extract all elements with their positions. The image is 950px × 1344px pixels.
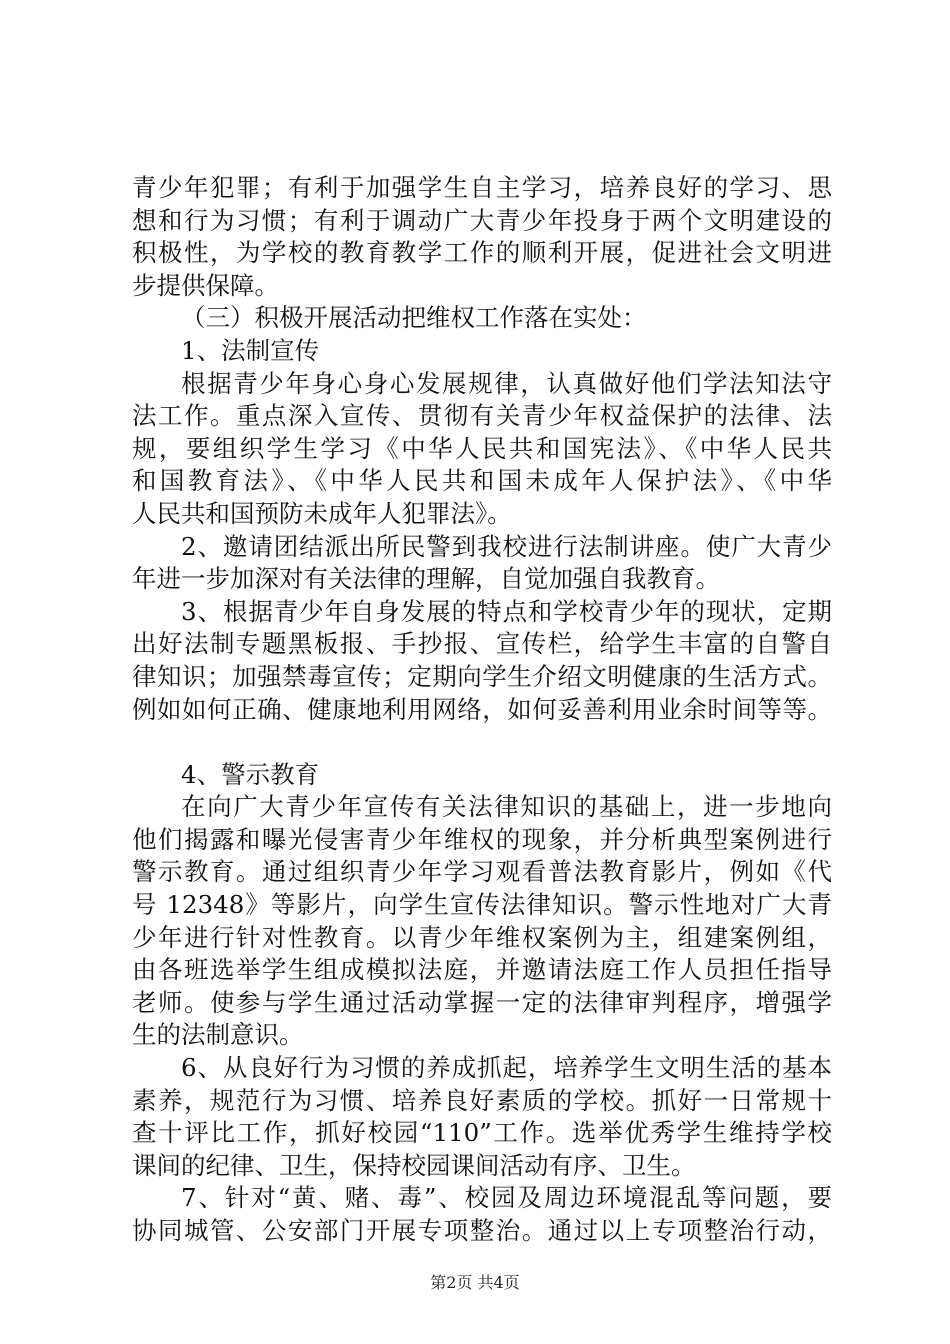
text-line: 他们揭露和曝光侵害青少年维权的现象，并分析典型案例进行 [132, 824, 832, 854]
text-line: 3、根据青少年自身发展的特点和学校青少年的现状，定期 [181, 596, 832, 626]
text-line: 规，要组织学生学习《中华人民共和国宪法》、《中华人民共 [132, 433, 832, 463]
text-line: 出好法制专题黑板报、手抄报、宣传栏，给学生丰富的自警自 [132, 629, 832, 659]
page-footer [0, 1270, 950, 1293]
text-line: 号 12348》等影片，向学生宣传法律知识。警示性地对广大青 [132, 890, 832, 920]
document-body [132, 172, 832, 1248]
text-line: 年进一步加深对有关法律的理解，自觉加强自我教育。 [132, 564, 720, 594]
subsection-heading: 1、法制宣传 [181, 335, 320, 365]
text-line: 素养，规范行为习惯、培养良好素质的学校。抓好一日常规十 [132, 1085, 832, 1115]
text-line: 在向广大青少年宣传有关法律知识的基础上，进一步地向 [181, 792, 832, 822]
text-line: 课间的纪律、卫生，保持校园课间活动有序、卫生。 [132, 1150, 696, 1180]
text-line: 2、邀请团结派出所民警到我校进行法制讲座。使广大青少 [181, 531, 832, 561]
page-number: 第2页 共4页 [430, 1273, 520, 1292]
text-line: 6、从良好行为习惯的养成抓起，培养学生文明生活的基本 [181, 1053, 832, 1083]
text-line: 积极性，为学校的教育教学工作的顺利开展，促进社会文明进 [132, 238, 832, 268]
paragraph-gap [132, 726, 832, 759]
section-heading: （三）积极开展活动把维权工作落在实处： [181, 303, 647, 333]
subsection-heading: 4、警示教育 [181, 759, 320, 789]
text-line: 7、针对“黄、赌、毒”、校园及周边环境混乱等问题，要 [181, 1183, 832, 1213]
text-line: 警示教育。通过组织青少年学习观看普法教育影片，例如《代 [132, 857, 832, 887]
text-line: 想和行为习惯；有利于调动广大青少年投身于两个文明建设的 [132, 205, 832, 235]
text-line: 律知识；加强禁毒宣传；定期向学生介绍文明健康的生活方式。 [132, 661, 832, 691]
text-line: 青少年犯罪；有利于加强学生自主学习，培养良好的学习、思 [132, 173, 832, 202]
text-line: 步提供保障。 [132, 270, 279, 300]
text-line: 法工作。重点深入宣传、贯彻有关青少年权益保护的法律、法 [132, 401, 832, 431]
text-line: 人民共和国预防未成年人犯罪法》。 [132, 498, 512, 528]
text-line: 少年进行针对性教育。以青少年维权案例为主，组建案例组， [132, 922, 832, 952]
text-line: 生的法制意识。 [132, 1020, 304, 1050]
text-line: 和国教育法》、《中华人民共和国未成年人保护法》、《中华 [132, 466, 832, 496]
text-line: 查十评比工作，抓好校园“110”工作。选举优秀学生维持学校 [132, 1118, 832, 1148]
text-line: 协同城管、公安部门开展专项整治。通过以上专项整治行动， [132, 1216, 832, 1245]
text-line: 例如如何正确、健康地利用网络，如何妥善利用业余时间等等。 [132, 694, 832, 724]
text-line: 根据青少年身心身心发展规律，认真做好他们学法知法守 [181, 368, 832, 398]
text-line: 由各班选举学生组成模拟法庭，并邀请法庭工作人员担任指导 [132, 955, 832, 985]
text-line: 老师。使参与学生通过活动掌握一定的法律审判程序，增强学 [132, 987, 832, 1017]
